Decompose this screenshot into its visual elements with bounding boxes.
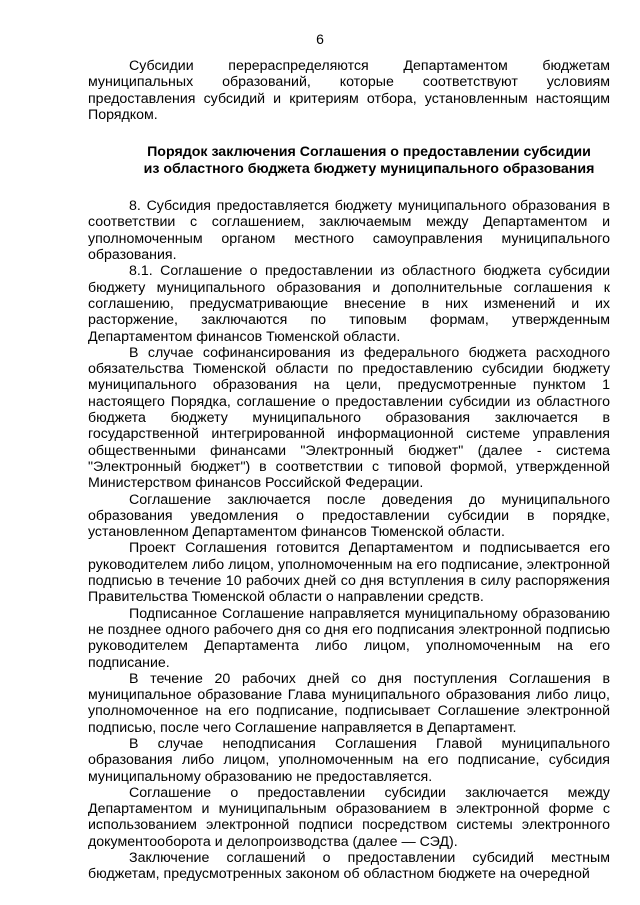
paragraph-cofinancing: В случае софинансирования из федерального бюджета расходного обязательства Тюменской области по предоставлению субсидии бюджету муниципального образования на цели, предусмотренные пунктом 1 настоящего Порядка, соглашение о предоставлении субсидии из областного бюджета бюджету муниципального образования заключается в государственной интегрированной информационной системе управления общественными финансами "Электронный бюджет" (далее - система "Электронный бюджет") в соответствии с типовой формой, утвержденной Министерством финансов Российской Федерации. bbox=[88, 344, 610, 492]
document-body bbox=[88, 58, 610, 883]
paragraph-8: 8. Субсидия предоставляется бюджету муниципального образования в соответствии с соглашением, заключаемым между Департаментом и уполномоченным органом местного самоуправления муниципального образования. bbox=[88, 198, 610, 264]
paragraph-8-1: 8.1. Соглашение о предоставлении из областного бюджета субсидии бюджету муниципального образования и дополнительные соглашения к соглашению, предусматривающие внесение в них изменений и их расторжение, заключаются по типовым формам, утвержденным Департаментом финансов Тюменской области. bbox=[88, 263, 610, 345]
paragraph-signed-agreement: Подписанное Соглашение направляется муниципальному образованию не позднее одного рабочего дня со дня его подписания электронной подписью руководителем Департамента либо лицом, уполномоченным на его подписание. bbox=[88, 605, 610, 671]
paragraph-20-days: В течение 20 рабочих дней со дня поступления Соглашения в муниципальное образование Глава муниципального образования либо лицо, уполномоченное на его подписание, подписывает Соглашение электронной подписью, после чего Соглашение направляется в Департамент. bbox=[88, 670, 610, 736]
section-heading-line-2: из областного бюджета бюджету муниципального образования bbox=[143, 160, 595, 177]
paragraph-electronic-form: Соглашение о предоставлении субсидии заключается между Департаментом и муниципальным образованием в электронной форме с использованием электронной подписи посредством системы электронного документооборота и делопроизводства (далее — СЭД). bbox=[88, 784, 610, 850]
section-heading bbox=[88, 144, 610, 177]
paragraph-agreement-conclusion: Соглашение заключается после доведения до муниципального образования уведомления о предоставлении субсидии в порядке, установленном Департаментом финансов Тюменской области. bbox=[88, 491, 610, 541]
page-number: 6 bbox=[316, 31, 324, 47]
paragraph-local-budgets: Заключение соглашений о предоставлении субсидий местным бюджетам, предусмотренных законом об областном бюджете на очередной bbox=[88, 850, 610, 883]
intro-paragraph: Субсидии перераспределяются Департаментом бюджетам муниципальных образований, которые соответствуют условиям предоставления субсидий и критериям отбора, установленным настоящим Порядком. bbox=[88, 58, 610, 123]
paragraph-not-signed: В случае неподписания Соглашения Главой муниципального образования либо лицом, уполномоченным на его подписание, субсидия муниципальному образованию не предоставляется. bbox=[88, 735, 610, 785]
section-heading-line-1: Порядок заключения Соглашения о предоставлении субсидии bbox=[147, 144, 591, 161]
paragraph-agreement-draft: Проект Соглашения готовится Департаментом и подписывается его руководителем либо лицом, уполномоченным на его подписание, электронной подписью в течение 10 рабочих дней со дня вступления в силу распоряжения Правительства Тюменской области о направлении средств. bbox=[88, 540, 610, 606]
